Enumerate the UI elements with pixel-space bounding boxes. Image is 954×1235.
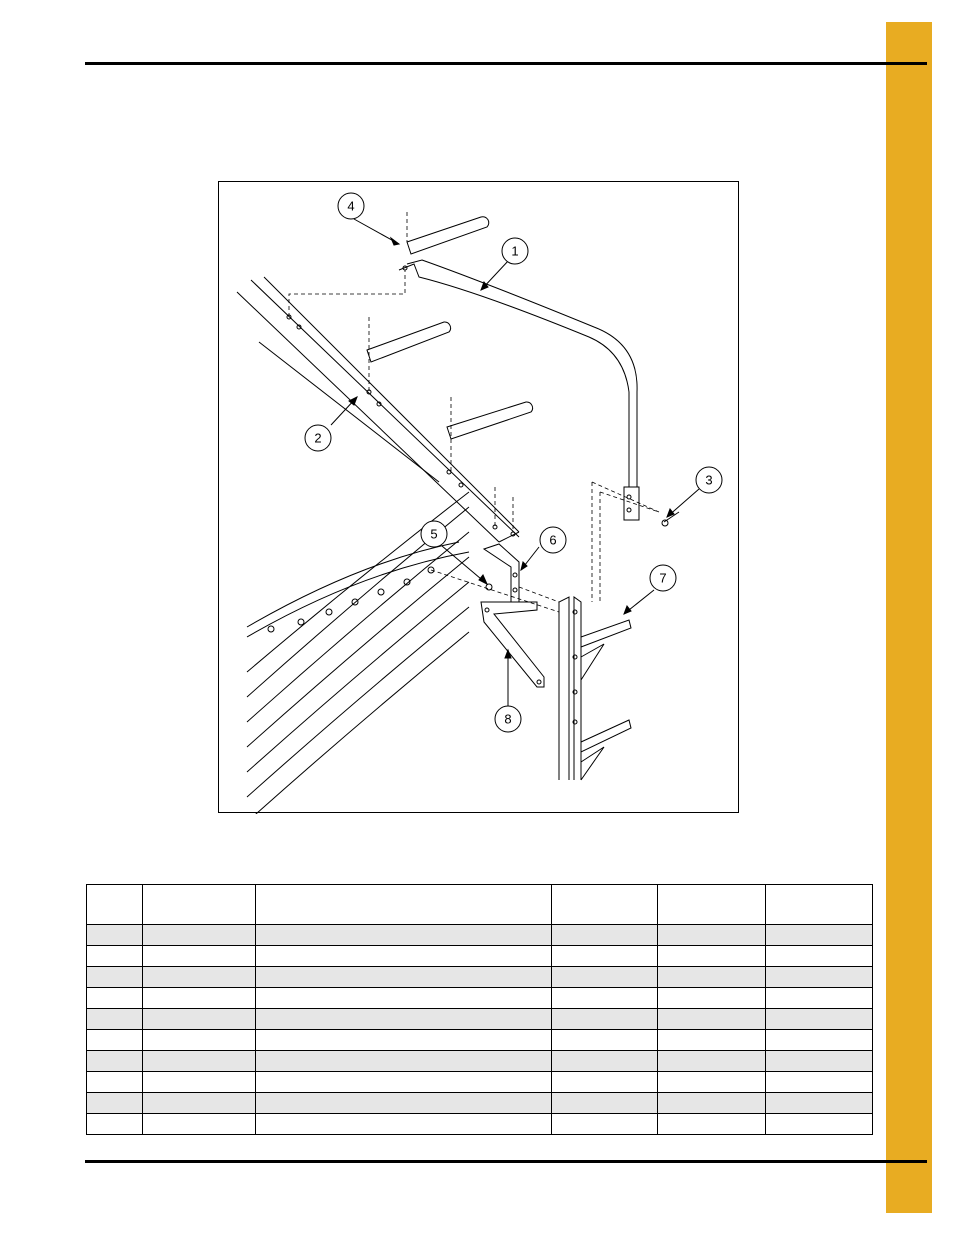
table-cell (255, 1051, 552, 1072)
table-cell (552, 1009, 658, 1030)
column-header (142, 885, 255, 925)
table-cell (552, 946, 658, 967)
table-row (87, 1093, 873, 1114)
table-cell (142, 925, 255, 946)
callout-8-label: 8 (504, 711, 512, 727)
table-cell (142, 1072, 255, 1093)
table-cell (255, 1009, 552, 1030)
table-row (87, 1114, 873, 1135)
table-header-row (87, 885, 873, 925)
table-cell (142, 988, 255, 1009)
table-cell (255, 1030, 552, 1051)
table-cell (552, 967, 658, 988)
table-cell (552, 925, 658, 946)
table-cell (87, 988, 143, 1009)
callout-5-label: 5 (430, 526, 438, 542)
table-cell (142, 1030, 255, 1051)
parts-list-table (86, 884, 873, 1135)
table-cell (658, 1072, 766, 1093)
assembly-figure (218, 181, 739, 813)
callout-4-label: 4 (347, 198, 355, 214)
table-cell (766, 946, 873, 967)
table-cell (142, 967, 255, 988)
table-cell (87, 946, 143, 967)
table-row (87, 925, 873, 946)
table-row (87, 1051, 873, 1072)
table-cell (142, 1051, 255, 1072)
column-header (658, 885, 766, 925)
table-cell (87, 967, 143, 988)
table-cell (142, 1093, 255, 1114)
table-cell (658, 967, 766, 988)
assembly-drawing (219, 182, 740, 814)
column-header (552, 885, 658, 925)
table-cell (658, 1093, 766, 1114)
table-cell (766, 1051, 873, 1072)
callout-2-label: 2 (314, 430, 322, 446)
table-cell (255, 1093, 552, 1114)
table-cell (87, 1072, 143, 1093)
table-cell (87, 1009, 143, 1030)
table-cell (766, 925, 873, 946)
table-cell (255, 1114, 552, 1135)
table-cell (658, 925, 766, 946)
table-row (87, 967, 873, 988)
callout-1-label: 1 (511, 243, 519, 259)
table-row (87, 1072, 873, 1093)
table-cell (552, 1030, 658, 1051)
table-cell (658, 1009, 766, 1030)
callout-3-label: 3 (705, 472, 713, 488)
table-row (87, 988, 873, 1009)
table-cell (658, 1114, 766, 1135)
table-cell (255, 925, 552, 946)
table-cell (766, 1093, 873, 1114)
table-cell (766, 967, 873, 988)
column-header (255, 885, 552, 925)
table-cell (766, 988, 873, 1009)
table-cell (255, 967, 552, 988)
table-cell (552, 1051, 658, 1072)
table-cell (87, 1051, 143, 1072)
callout-7-label: 7 (659, 570, 667, 586)
header-rule (85, 62, 927, 65)
table-cell (255, 946, 552, 967)
column-header (766, 885, 873, 925)
table-cell (552, 1093, 658, 1114)
table-cell (87, 1093, 143, 1114)
table-cell (552, 1072, 658, 1093)
table-cell (658, 1051, 766, 1072)
table-cell (255, 1072, 552, 1093)
table-cell (552, 988, 658, 1009)
table-cell (142, 1114, 255, 1135)
column-header (87, 885, 143, 925)
table-row (87, 1030, 873, 1051)
table-cell (658, 946, 766, 967)
table-row (87, 1009, 873, 1030)
table-cell (142, 1009, 255, 1030)
table-cell (87, 1030, 143, 1051)
section-side-tab (886, 22, 932, 1213)
table-row (87, 946, 873, 967)
table-cell (552, 1114, 658, 1135)
table-cell (766, 1114, 873, 1135)
table-cell (766, 1072, 873, 1093)
callout-6-label: 6 (549, 532, 557, 548)
table-cell (255, 988, 552, 1009)
footer-rule (85, 1160, 927, 1163)
table-cell (658, 1030, 766, 1051)
table-cell (142, 946, 255, 967)
table-cell (87, 1114, 143, 1135)
table-cell (658, 988, 766, 1009)
table-cell (87, 925, 143, 946)
table-cell (766, 1009, 873, 1030)
table-cell (766, 1030, 873, 1051)
